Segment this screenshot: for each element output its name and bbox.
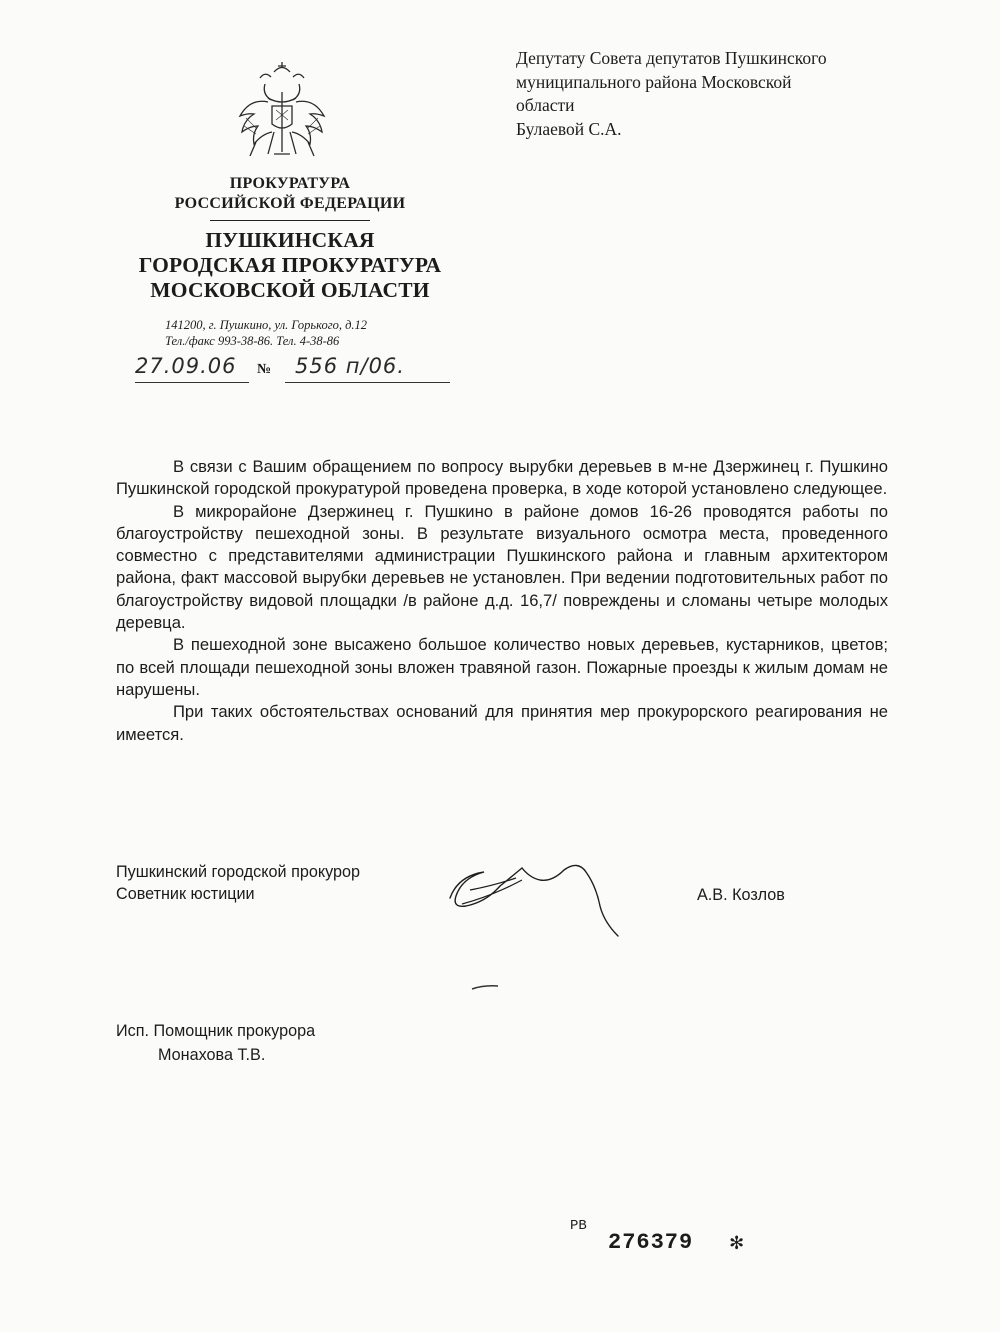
recipient-line: муниципального района Московской	[516, 71, 792, 92]
body-paragraph: В микрорайоне Дзержинец г. Пушкино в районе домов 16-26 проводятся работы по благоустройству пешеходной зоны. В результате визуального осмотра места, проведенного совместно с представителями администрации Пушкинского района и главным архитектором района, факт массовой вырубки деревьев не установлен. При ведении подготовительных работ по благоустройству видовой площадки /в районе д.д. 16,7/ повреждены и сломаны четыре молодых деревца.	[116, 501, 888, 633]
letterhead	[110, 174, 470, 303]
recipient-line: Депутату Совета депутатов Пушкинского	[516, 48, 827, 68]
serial-prefix: РВ	[570, 1218, 587, 1234]
letterhead-address	[165, 317, 367, 349]
asterisk-icon: ✻	[730, 1231, 744, 1256]
handwritten-signature	[440, 850, 630, 950]
recipient-block	[516, 47, 827, 141]
body-paragraph: При таких обстоятельствах оснований для принятия мер прокурорского реагирования не имеется.	[116, 702, 888, 744]
org-name-line: ПРОКУРАТУРА	[229, 175, 351, 192]
signatory-position	[116, 861, 360, 905]
serial-number: 276379	[608, 1230, 694, 1255]
coat-of-arms-icon	[238, 62, 326, 166]
phone-line: Тел./факс 993-38-86. Тел. 4-38-86	[165, 334, 340, 348]
registration-number: 556 п/06.	[295, 354, 405, 378]
date-underline	[135, 382, 249, 383]
number-underline	[285, 382, 450, 383]
recipient-line: области	[516, 95, 575, 115]
executor-name: Монахова Т.В.	[158, 1046, 266, 1064]
body-paragraph: В пешеходной зоне высажено большое количество новых деревьев, кустарников, цветов; по всей площади пешеходной зоны вложен травяной газон. Пожарные проезды к жилым домам не нарушены.	[116, 635, 888, 699]
office-name-line: ГОРОДСКАЯ ПРОКУРАТУРА	[138, 253, 442, 277]
letterhead-divider	[210, 220, 370, 221]
position-line: Пушкинский городской прокурор	[116, 863, 361, 881]
signatory-name: А.В. Козлов	[697, 886, 785, 904]
executor-position: Исп. Помощник прокурора	[116, 1022, 316, 1040]
recipient-line: Булаевой С.А.	[516, 118, 622, 139]
letter-body	[116, 456, 888, 746]
org-name-line: РОССИЙСКОЙ ФЕДЕРАЦИИ	[174, 195, 406, 212]
address-line: 141200, г. Пушкино, ул. Горького, д.12	[165, 318, 368, 332]
rank-line: Советник юстиции	[116, 885, 255, 903]
office-name-line: МОСКОВСКОЙ ОБЛАСТИ	[150, 278, 430, 302]
pen-mark	[470, 983, 500, 993]
registration-date: 27.09.06	[135, 354, 237, 378]
body-paragraph: В связи с Вашим обращением по вопросу вырубки деревьев в м-не Дзержинец г. Пушкино Пушкинской городской прокуратурой проведена проверка, в ходе которой установлено следующее.	[116, 457, 888, 499]
office-name-line: ПУШКИНСКАЯ	[205, 228, 375, 252]
executor-block	[116, 1019, 315, 1067]
number-sign: №	[257, 362, 272, 377]
registration-line	[135, 352, 455, 386]
